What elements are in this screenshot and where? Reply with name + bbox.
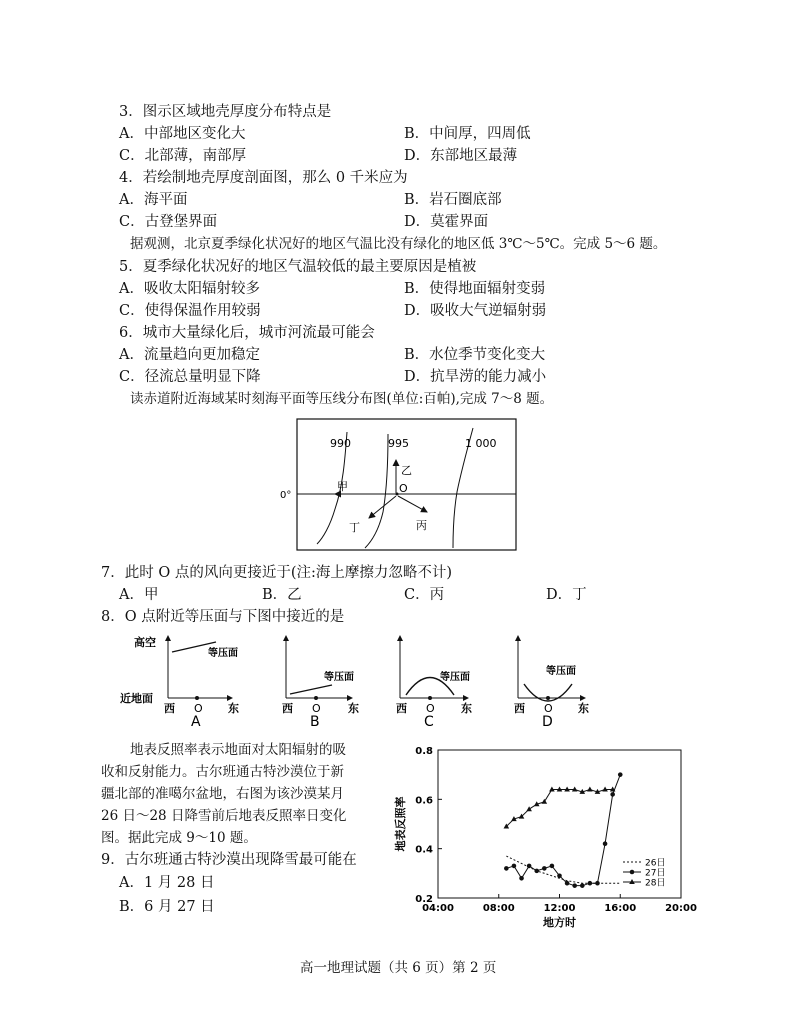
q4-option-b[interactable]: B．岩石圈底部	[404, 192, 502, 208]
data-point	[526, 806, 532, 811]
isobar-label-990: 990	[330, 437, 351, 450]
svg-text:东: 东	[228, 702, 239, 715]
data-point	[504, 866, 509, 871]
svg-text:等压面: 等压面	[440, 672, 470, 683]
svg-text:等压面: 等压面	[208, 648, 238, 659]
arrow-ding-label: 丁	[349, 521, 360, 534]
svg-text:东: 东	[461, 702, 472, 715]
x-tick-label: 20:00	[665, 903, 697, 914]
label-ground: 近地面	[120, 692, 153, 705]
legend-label: 28日	[645, 878, 666, 889]
albedo-chart	[390, 738, 700, 938]
data-point	[595, 881, 600, 886]
svg-text:等压面: 等压面	[546, 666, 576, 677]
q5-option-c[interactable]: C．使得保温作用较弱	[119, 303, 261, 319]
data-point	[587, 786, 593, 791]
albedo-text-2: 收和反射能力。古尔班通古特沙漠位于新	[101, 764, 344, 780]
q6-option-b[interactable]: B．水位季节变化变大	[404, 347, 546, 363]
intro-5-6: 据观测，北京夏季绿化状况好的地区气温比没有绿化的地区低 3℃～5℃。完成 5～6 题。	[130, 236, 667, 252]
svg-text:O: O	[426, 702, 435, 715]
q5-option-a[interactable]: A．吸收太阳辐射较多	[119, 281, 260, 297]
q4-option-c[interactable]: C．古登堡界面	[119, 214, 218, 230]
q7-option-c[interactable]: C．丙	[404, 587, 445, 603]
q6-option-a[interactable]: A．流量趋向更加稳定	[119, 347, 260, 363]
svg-text:西: 西	[164, 702, 175, 715]
y-axis-label: 地表反照率	[394, 796, 407, 852]
q8-stem: 8．O 点附近等压面与下图中接近的是	[101, 609, 345, 625]
svg-text:O: O	[544, 702, 553, 715]
option-d-label: D	[542, 714, 553, 730]
data-point	[603, 841, 608, 846]
svg-text:东: 东	[578, 702, 589, 715]
data-point	[557, 874, 562, 879]
isobar-995	[365, 434, 388, 548]
x-tick-label: 08:00	[482, 903, 515, 914]
data-point	[565, 881, 570, 886]
point-o-label: O	[399, 482, 408, 495]
q7-option-b[interactable]: B．乙	[262, 587, 302, 603]
legend-label: 27日	[645, 868, 666, 879]
x-axis-label: 地方时	[543, 916, 576, 929]
svg-text:西: 西	[514, 702, 525, 715]
q7-option-a[interactable]: A．甲	[119, 587, 159, 603]
svg-text:西: 西	[282, 702, 293, 715]
q5-option-b[interactable]: B．使得地面辐射变弱	[404, 281, 546, 297]
q5-stem: 5．夏季绿化状况好的地区气温较低的最主要原因是植被	[119, 259, 477, 275]
option-c-diagram	[396, 636, 472, 730]
data-point	[572, 883, 577, 888]
q6-option-c[interactable]: C．径流总量明显下降	[119, 369, 261, 385]
option-a-label: A	[191, 714, 201, 730]
q7-option-d[interactable]: D．丁	[546, 587, 587, 603]
albedo-text-5: 图。据此完成 9～10 题。	[101, 830, 257, 846]
albedo-text-1: 地表反照率表示地面对太阳辐射的吸	[130, 742, 346, 758]
x-tick-label: 04:00	[422, 903, 454, 914]
legend-label: 26日	[645, 858, 666, 869]
x-tick-label: 16:00	[604, 903, 637, 914]
data-point	[542, 866, 547, 871]
q3-option-a[interactable]: A．中部地区变化大	[119, 126, 246, 142]
q7-stem: 7．此时 O 点的风向更接近于(注:海上摩擦力忽略不计)	[101, 565, 453, 581]
y-tick-label: 0.2	[415, 894, 433, 905]
q4-stem: 4．若绘制地壳厚度剖面图，那么 0 千米应为	[119, 170, 408, 186]
y-tick-label: 0.8	[415, 746, 433, 757]
data-point	[580, 883, 585, 888]
option-b-diagram	[282, 636, 359, 730]
svg-text:O: O	[312, 702, 321, 715]
q6-stem: 6．城市大量绿化后，城市河流最可能会	[119, 325, 375, 341]
q3-option-c[interactable]: C．北部薄，南部厚	[119, 148, 247, 164]
q6-option-d[interactable]: D．抗旱涝的能力减小	[404, 369, 547, 385]
legend-marker	[630, 870, 635, 875]
svg-text:等压面: 等压面	[324, 672, 354, 683]
q3-option-d[interactable]: D．东部地区最薄	[404, 148, 518, 164]
y-tick-label: 0.6	[415, 795, 433, 807]
data-point	[610, 792, 615, 797]
q3-stem: 3．图示区域地壳厚度分布特点是	[119, 104, 332, 120]
option-c-label: C	[424, 714, 434, 730]
option-b-label: B	[310, 714, 320, 730]
option-a-diagram	[164, 636, 239, 730]
intro-7-8: 读赤道附近海域某时刻海平面等压线分布图(单位:百帕),完成 7～8 题。	[130, 391, 554, 407]
label-high: 高空	[134, 636, 156, 649]
data-point	[527, 864, 532, 869]
data-point	[519, 876, 524, 881]
arrow-yi-label: 乙	[401, 464, 412, 477]
y-tick-label: 0.4	[415, 844, 433, 856]
data-point	[512, 864, 517, 869]
series-line	[506, 789, 612, 826]
series-triangle	[504, 786, 616, 828]
albedo-text-3: 疆北部的准噶尔盆地，右图为该沙漠某月	[101, 786, 344, 802]
data-point	[618, 772, 623, 777]
isobar-label-1000: 1 000	[465, 437, 497, 450]
q9-option-a[interactable]: A．1 月 28 日	[119, 875, 215, 891]
page-footer: 高一地理试题（共 6 页）第 2 页	[300, 960, 497, 976]
data-point	[550, 864, 555, 869]
svg-text:东: 东	[348, 702, 359, 715]
q4-option-a[interactable]: A．海平面	[119, 192, 188, 208]
equator-label: 0°	[280, 490, 292, 501]
q5-option-d[interactable]: D．吸收大气逆辐射弱	[404, 303, 547, 319]
arrow-jia-label: 甲	[337, 480, 348, 493]
data-point	[534, 869, 539, 874]
svg-text:O: O	[194, 702, 203, 715]
isobar-label-995: 995	[388, 437, 409, 450]
albedo-text-4: 26 日～28 日降雪前后地表反照率日变化	[101, 808, 347, 824]
arrow-bing-label: 丙	[416, 519, 427, 532]
option-d-diagram	[514, 636, 589, 730]
isobar-map	[275, 414, 525, 554]
svg-text:西: 西	[396, 702, 407, 715]
q4-option-d[interactable]: D．莫霍界面	[404, 214, 489, 230]
isobaric-surface-options	[120, 628, 600, 733]
arrow-bing	[398, 496, 427, 512]
q9-stem: 9．古尔班通古特沙漠出现降雪最可能在	[101, 852, 357, 868]
data-point	[588, 881, 593, 886]
q3-option-b[interactable]: B．中间厚，四周低	[404, 126, 531, 142]
x-tick-label: 12:00	[543, 903, 576, 914]
q9-option-b[interactable]: B．6 月 27 日	[119, 899, 215, 915]
